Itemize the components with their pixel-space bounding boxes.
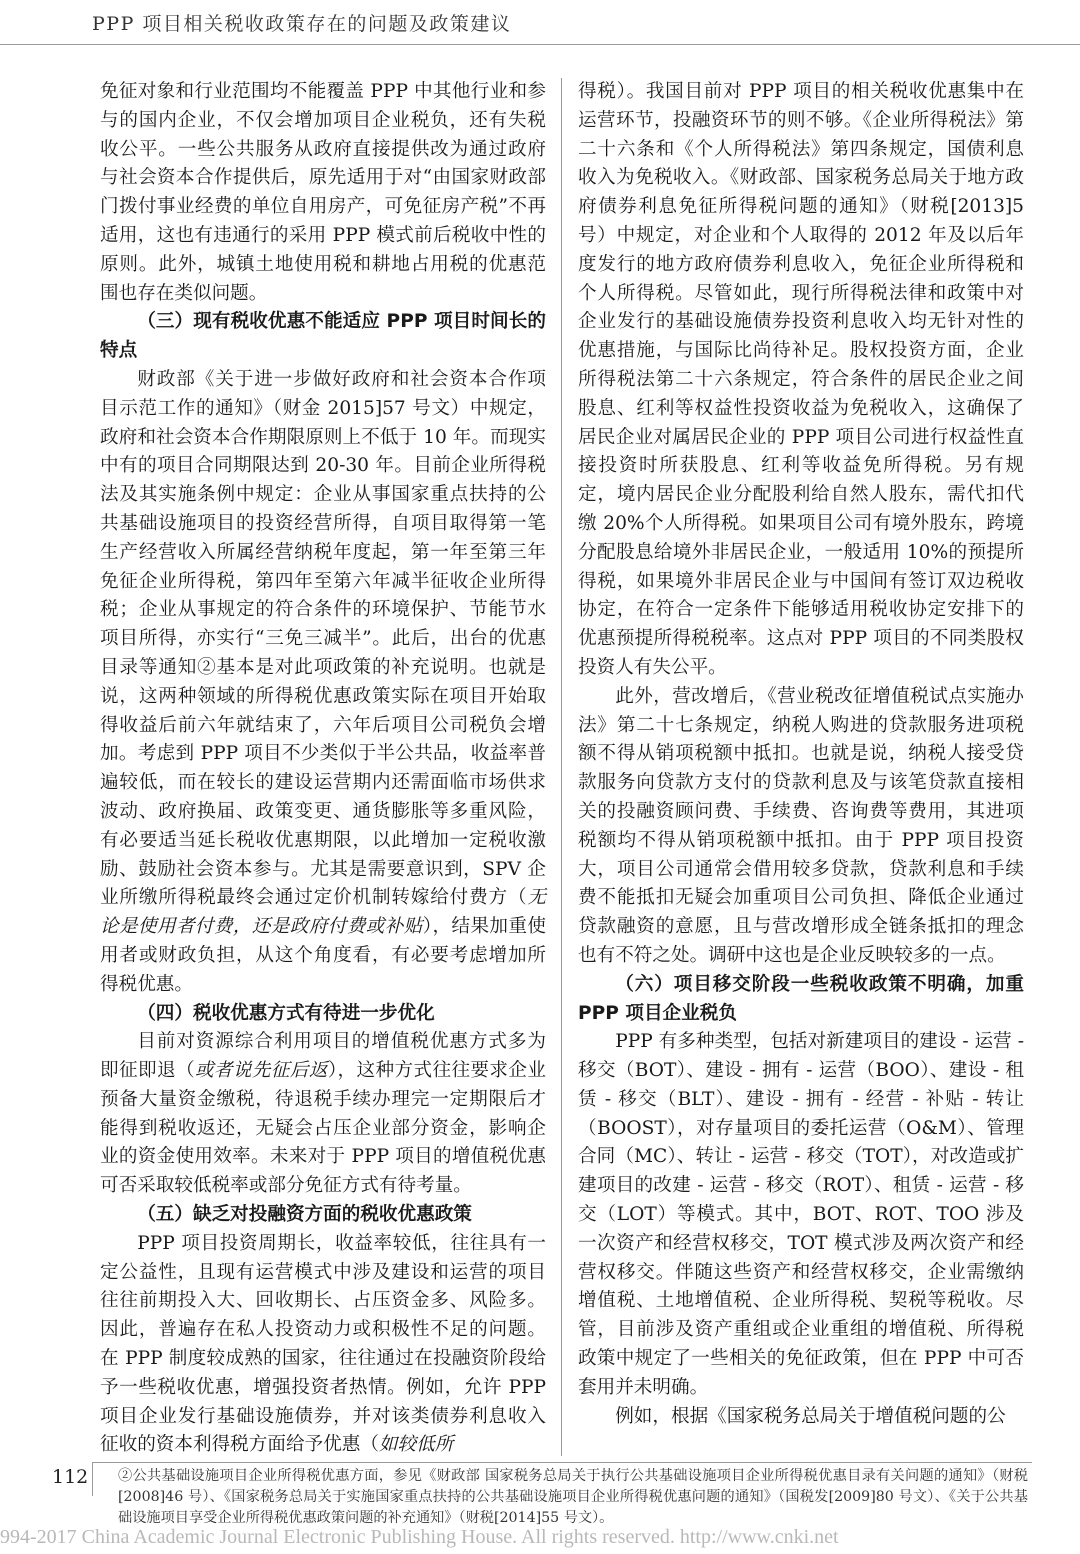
paragraph: PPP 有多种类型，包括对新建项目的建设 - 运营 - 移交（BOT）、建设 - 拥有 - 运营（BOO）、建设 - 租赁 - 移交（BLT）、建设 - 拥有 - 经营 - 补贴 - 转让（BOOST），对存量项目的委托运营（O&M）、管理合同（MC）、转让 - 运营 - 移交（TOT），对改造或扩建项目的改建 - 运营 - 移交（ROT）、租赁 - 运营 - 移交（LOT）等模式。其中，BOT、ROT、TOO 涉及一次资产和经营权移交，TOT 模式涉及两次资产和经营权移交。伴随这些资产和经营权移交，企业需缴纳增值税、土地增值税、企业所得税、契税等税收。尽管，目前涉及资产重组或企业重组的增值税、所得税政策中规定了一些相关的免征政策，但在 PPP 中可否套用并未明确。 [578,1031,1024,1398]
section-heading: （五）缺乏对投融资方面的税收优惠政策 [137,1204,472,1226]
paragraph [100,1230,546,1460]
running-title: PPP 项目相关税收政策存在的问题及政策建议 [92,13,512,35]
footer-divider [92,1462,1032,1463]
paragraph [100,1028,546,1201]
paragraph-text: 目前对资源综合利用项目的增值税优惠方式多为即征即退（ [100,1031,546,1082]
page-number: 112 [52,1466,89,1488]
paragraph-text: ），这种方式往往要求企业预备大量资金缴税，待退税手续办理完一定期限后才能得到税收返还，无疑会占压企业部分资金，影响企业的资金使用效率。未来对于 PPP 项目的增值税优惠可否采取较低税率或部分免征方式有待考量。 [100,1060,546,1197]
paragraph: 得税）。我国目前对 PPP 项目的相关税收优惠集中在运营环节，投融资环节的则不够。《企业所得税法》第二十六条和《个人所得税法》第四条规定，国债利息收入为免税收入。《财政部、国家税务总局关于地方政府债券利息免征所得税问题的通知》（财税[2013]5 号）中规定，对企业和个人取得的 2012 年及以后年度发行的地方政府债券利息收入，免征企业所得税和个人所得税。尽管如此，现行所得税法律和政策中对企业发行的基础设施债券投资利息收入均无针对性的优惠措施，与国际比尚待补足。股权投资方面，企业所得税法第二十六条规定，符合条件的居民企业之间股息、红利等权益性投资收益为免税收入，这确保了居民企业对属居民企业的 PPP 项目公司进行权益性直接投资时所获股息、红利等收益免所得税。另有规定，境内居民企业分配股利给自然人股东，需代扣代缴 20%个人所得税。如果项目公司有境外股东，跨境分配股息给境外非居民企业，一般适用 10%的预提所得税，如果境外非居民企业与中国间有签订双边税收协定，在符合一定条件下能够适用税收协定安排下的优惠预提所得税税率。这点对 PPP 项目的不同类股权投资人有失公平。 [578,81,1024,678]
paragraph [100,366,546,1000]
paragraph-note: 如较低所 [378,1434,454,1456]
paragraph-text: ），结果加重使用者或财政负担，从这个角度看，有必要考虑增加所得税优惠。 [100,916,546,995]
copyright-watermark: 994-2017 China Academic Journal Electronic Publishing House. All rights reserved. http://www.cnki.net [0,1526,839,1548]
column-divider [561,78,562,1456]
paragraph: 此外，营改增后，《营业税改征增值税试点实施办法》第二十七条规定，纳税人购进的贷款服务进项税额不得从销项税额中抵扣。也就是说，纳税人接受贷款服务向贷款方支付的贷款利息及与该笔贷款直接相关的投融资顾问费、手续费、咨询费等费用，其进项税额均不得从销项税额中抵扣。由于 PPP 项目投资大，项目公司通常会借用较多贷款，贷款利息和手续费不能抵扣无疑会加重项目公司负担、降低企业通过贷款融资的意愿，且与营改增形成全链条抵扣的理念也有不符之处。调研中这也是企业反映较多的一点。 [578,685,1024,966]
left-column [100,78,546,1460]
page-header [0,0,1080,45]
paragraph-note: 无论是使用者付费，还是政府付费或补贴 [100,887,546,938]
paragraph: 免征对象和行业范围均不能覆盖 PPP 中其他行业和参与的国内企业，不仅会增加项目企业税负，还有失税收公平。一些公共服务从政府直接提供改为通过政府与社会资本合作提供后，原先适用于对“由国家财政部门拨付事业经费的单位自用房产，可免征房产税”不再适用，这也有违通行的采用 PPP 模式前后税收中性的原则。此外，城镇土地使用税和耕地占用税的优惠范围也存在类似问题。 [100,81,546,304]
paragraph-text: PPP 项目投资周期长，收益率较低，往往具有一定公益性，且现有运营模式中涉及建设和运营的项目往往前期投入大、回收期长、占压资金多、风险多。因此，普遍存在私人投资动力或积极性不足的问题。在 PPP 制度较成熟的国家，往往通过在投融资阶段给予一些税收优惠，增强投资者热情。例如，允许 PPP 项目企业发行基础设施债券，并对该类债券利息收入征收的资本利得税方面给予优惠（ [100,1232,546,1456]
paragraph: 例如，根据《国家税务总局关于增值税问题的公 [615,1405,1006,1427]
section-heading: （六）项目移交阶段一些税收政策不明确，加重 PPP 项目企业税负 [578,973,1024,1024]
right-column [578,78,1024,1431]
section-heading: （四）税收优惠方式有待进一步优化 [137,1002,435,1024]
section-heading: （三）现有税收优惠不能适应 PPP 项目时间长的特点 [100,311,546,362]
footnote: ②公共基础设施项目企业所得税优惠方面，参见《财政部 国家税务总局关于执行公共基础设施项目企业所得税优惠目录有关问题的通知》（财税 [2008]46 号）、《国家税务总局关于实施国家重点扶持的公共基础设施项目企业所得税优惠问题的通知》（国税发[2009]80 号文）、《关于公共基础设施项目享受企业所得税优惠政策问题的补充通知》（财税[2014]55 号文）。 [118,1468,1028,1526]
page-number-divider [92,1462,93,1496]
paragraph-text: 财政部《关于进一步做好政府和社会资本合作项目示范工作的通知》（财金 2015]57 号文）中规定，政府和社会资本合作期限原则上不低于 10 年。而现实中有的项目合同期限达到 20-30 年。目前企业所得税法及其实施条例中规定：企业从事国家重点扶持的公共基础设施项目的投资经营所得，自项目取得第一笔生产经营收入所属经营纳税年度起，第一年至第三年免征企业所得税，第四年至第六年减半征收企业所得税；企业从事规定的符合条件的环境保护、节能节水项目所得，亦实行“三免三减半”。此后，出台的优惠目录等通知②基本是对此项政策的补充说明。也就是说，这两种领域的所得税优惠政策实际在项目开始取得收益后前六年就结束了，六年后项目公司税负会增加。考虑到 PPP 项目不少类似于半公共品，收益率普遍较低，而在较长的建设运营期内还需面临市场供求波动、政府换届、政策变更、通货膨胀等多重风险，有必要适当延长税收优惠期限，以此增加一定税收激励、鼓励社会资本参与。尤其是需要意识到，SPV 企业所缴所得税最终会通过定价机制转嫁给付费方（ [100,368,546,909]
paragraph-note: 或者说先征后返 [194,1060,328,1082]
